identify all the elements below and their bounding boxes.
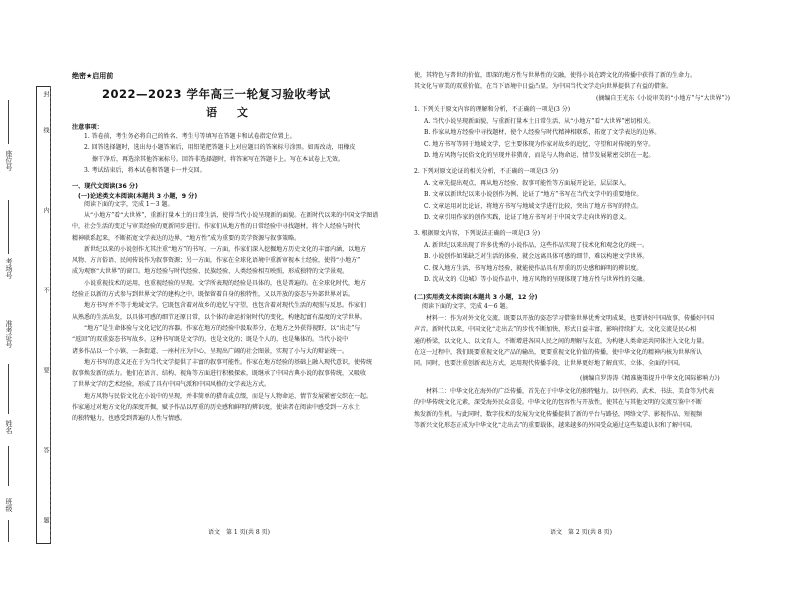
material-line: 焕发新的生机。与此同时，数字技术的发展为文化传播提供了新的平台与路径，网络文学、影视作品、短视频 (414, 410, 703, 418)
material-line: 材料一：作为对外文化交流，既要以开放的姿态学习借鉴世界优秀文明成果，也要讲好中国故事，传播好中国 (426, 315, 715, 322)
material-two (414, 386, 788, 431)
exam-title: 2022—2023 学年高三一轮复习验收考试 (102, 87, 331, 101)
confidential-mark: 绝密★启用前 (72, 72, 114, 80)
name-blank[interactable] (8, 446, 9, 486)
seat-number-label: 座位号 (5, 150, 13, 171)
question-1: 1. 下列关于原文内容的理解和分析，不正确的一项是(3 分) (414, 106, 571, 113)
exam-room-blank[interactable] (8, 200, 9, 254)
passage-line: 作家通过对地方文化的深度开掘，赋予作品以厚重的历史感和鲜明的辨识度，使读者在阅读中感受到一方水土 (72, 404, 361, 412)
section-heading: 一、现代文阅读(36 分) (72, 183, 138, 190)
source-citation: (摘编自罗涛涛《精准施策提升中华文化国际影响力》) (580, 375, 720, 382)
option-a[interactable]: A. 新世纪以来出现了许多优秀的小说作品，这些作品实现了技术化和观念化的统一。 (424, 242, 649, 249)
subsection-heading: (二)实用类文本阅读(本题共 3 小题，12 分) (414, 294, 538, 301)
strip-mark: 不 (42, 287, 49, 293)
passage-continuation (414, 70, 788, 93)
note-item: 擦干净后，再选涂其他答案标号。回答非选择题时，将答案写在答题卡上。写在本试卷上无效。 (92, 155, 345, 163)
note-item: 3. 考试结束后，将本试卷和答题卡一并交回。 (84, 166, 206, 174)
passage-line: 了世界文学的艺术经验，形成了具有中国气派和中国风格的文学表达方式。 (72, 381, 271, 389)
reading-instruction: 阅读下面的文字，完成 1～3 题。 (84, 201, 174, 208)
passage-line: “返回”的双重姿态书写故乡。这种书写既是文学的，也是文化的；既是个人的，也是集体的。当代小说中 (72, 336, 349, 344)
option-b[interactable]: B. 文章以新世纪以来小说创作为例，论证了“地方”书写在当代文学中的重要地位。 (424, 191, 643, 199)
exam-page-2 (400, 0, 794, 592)
binding-sidebar (0, 0, 56, 592)
passage-line: 中，社会生活的变迁与审美经验的更新同步进行。作家们从地方性的日常经验中寻找题材，将个人经验与时代 (72, 223, 361, 231)
material-one (414, 313, 788, 369)
reading-passage (72, 210, 396, 425)
passage-line: 新世纪以来的小说创作尤其注重“地方”的书写。一方面，作家们深入挖掘地方历史文化的丰富内涵，以地方 (84, 245, 367, 253)
option-a[interactable]: A. 文章先提出观点，再从地方经验、叙事可能性等方面展开论证，层层深入。 (424, 180, 631, 187)
option-b[interactable]: B. 作家从地方经验中寻找题材，使个人经验与时代精神相联系，拓宽了文学表达的边界。 (424, 129, 661, 137)
passage-line: 小说重视技术的运用，也重视经验的呈现。文学所表现的经验是具体的，也是普遍的。在全球化时代，地方 (84, 279, 367, 287)
ticket-number-blank[interactable] (8, 364, 9, 414)
question-2-options (424, 178, 788, 223)
binding-strip (36, 86, 51, 544)
strip-mark: 线 (42, 127, 49, 133)
option-c[interactable]: C. 地方书写等同于地域文学，它主要体现为作家对故乡的追忆、守望和对传统的坚守。 (424, 140, 655, 148)
reading-instruction: 阅读下面的文字，完成 4～6 题。 (422, 303, 512, 310)
passage-line: 从“小地方”看“大世界”，重新打量本土的日常生活，使得当代小说呈现新的面貌。在新时代以来的中国文学图谱 (84, 212, 379, 219)
question-1-options (424, 116, 788, 161)
question-2: 2. 下列对原文论证的相关分析，不正确的一项是(3 分) (414, 168, 559, 175)
option-d[interactable]: D. 地方风物与民俗文化的呈现并非猎奇，而是与人物命运、情节发展紧密交织在一起。 (424, 151, 655, 159)
strip-mark: 要 (42, 367, 49, 373)
passage-line: 地方风物与民俗文化在小说中的呈现，并非简单的猎奇或点缀，而是与人物命运、情节发展紧密交织在一起。 (84, 392, 373, 400)
option-b[interactable]: B. 小说创作如果缺乏对生活的体验，就会远离具体可感的细节，难以构建文学世界。 (424, 253, 649, 261)
passage-line: 精神联系起来，不断拓宽文学表达的边界，“地方性”成为重要的美学资源与叙事策略。 (72, 234, 301, 242)
passage-line: 叙事焕发新的活力。他们在语言、结构、视角等方面进行积极探索，既继承了中国古典小说的叙事传统，又吸收 (72, 370, 367, 378)
option-d[interactable]: D. 文章引用作家的创作实践，论证了地方书写对于中国文学走向世界的意义。 (424, 213, 631, 221)
subsection-heading: (一)论述类文本阅读(本题共 3 小题，9 分) (78, 193, 198, 200)
option-d[interactable]: D. 沈从文的《边城》等小说作品中，地方风物的呈现体现了地方性与世界性的交融。 (424, 275, 649, 283)
name-label: 姓名 (5, 420, 13, 434)
option-c[interactable]: C. 探入地方生活，书写地方经验，就能使作品具有厚重的历史感和鲜明的辨识度。 (424, 264, 643, 272)
passage-line: 的独特魅力，也感受到普遍的人性与情感。 (72, 415, 187, 423)
passage-line: 其文化与审美的双重价值，在当下语境中日益凸显，为中国当代文学走向世界提供了有益的借鉴。 (414, 83, 673, 91)
passage-line: “地方”是生命体验与文化记忆的容器。作家在地方的经验中汲取养分，在地方之外获得视野，以“出走”与 (84, 324, 361, 332)
strip-mark: 内 (42, 207, 49, 213)
material-line: 材料二：中华文化在海外的广泛传播，首先在于中华文化的独特魅力。以中医药、武术、书法、美食等为代表 (426, 388, 715, 395)
strip-mark: 题 (42, 517, 49, 523)
passage-line: 地方书写并不等于地域文学。它既包含着对故乡的追忆与守望，也包含着对现代生活的观照与反思。作家们 (84, 302, 367, 310)
passage-line: 风物、方言俗语、民间传说作为叙事资源；另一方面，作家在全球化语境中重新审视本土经验，使得“小地方” (72, 257, 361, 265)
cut-line (50, 86, 51, 542)
passage-line: 诸多作品以一个小镇、一条街道、一座村庄为中心，呈现出广阔的社会图景，实现了小与大的辩证统一。 (72, 347, 349, 355)
class-blank[interactable] (8, 520, 9, 542)
passage-line: 经验正以新的方式参与到世界文学的建构之中，既保留着自身的独特性，又以开放的姿态与外部世界对话。 (72, 291, 355, 299)
option-a[interactable]: A. 当代小说呈现新面貌，与重新打量本土日常生活、从“小地方”看“大世界”密切相关。 (424, 118, 655, 125)
material-line: 声音。新时代以来，中国文化“走出去”的步伐不断加快，形式日益丰富，影响持续扩大。文化交流是民心相 (414, 326, 697, 334)
exam-room-label: 考场号 (5, 258, 13, 279)
page-footer: 语文 第 1 页(共 8 页) (208, 529, 270, 536)
passage-line: 地方书写的意义还在于为当代文学提供了丰富的叙事可能性。作家在地方经验的基础上融入现代意识，使传统 (84, 358, 373, 366)
ticket-number-label: 准考证号 (5, 320, 13, 348)
source-citation: (摘编自王光东《小说审美的“小地方”与“大世界”》) (596, 95, 730, 102)
material-line: 通的桥梁，以文化人、以文育人，不断增进各国人民之间的理解与友谊，为构建人类命运共同体注入文化力量。 (414, 337, 709, 345)
passage-line: 使，其特色与普世的价值，即深的地方性与世界性的交融，使得小说在跨文化的传播中获得了新的生命力。 (414, 72, 697, 79)
class-label: 班级 (5, 498, 13, 512)
strip-mark: 答 (42, 447, 49, 453)
page-footer: 语文 第 2 页(共 8 页) (550, 529, 612, 536)
material-line: 在这一过程中，我们既要重视文化产品的输出，更要重视文化价值的传播，使中华文化的精神内核为世界所认 (414, 348, 703, 356)
notes-heading: 注意事项： (72, 124, 103, 131)
passage-line: 从熟悉的生活出发，以具体可感的细节还原日常，以个体的命运折射时代的变化，构建起富有温度的文学世界。 (72, 313, 367, 321)
note-item: 2. 回答选择题时，选出每小题答案后，用铅笔把答题卡上对应题目的答案标号涂黑。如需改动，用橡皮 (84, 144, 356, 152)
seat-number-blank[interactable] (8, 100, 9, 144)
notes-list (72, 131, 394, 176)
note-item: 1. 答卷前，考生务必将自己的姓名、考生号等填写在答题卡和试卷指定位置上。 (84, 133, 296, 140)
subject-title: 语 文 (206, 106, 256, 119)
option-c[interactable]: C. 文章运用对比论证，将地方书写与地域文学进行比较，突出了地方书写的特点。 (424, 202, 643, 210)
material-line: 的中华传统文化元素，深受海外民众喜爱。中华文化的包容性与开放性，使其在与其他文明的交流互鉴中不断 (414, 399, 703, 407)
strip-mark: 封 (42, 91, 49, 97)
question-3: 3. 根据原文内容，下列说法正确的一项是(3 分) (414, 230, 541, 237)
question-3-options (424, 240, 788, 285)
material-line: 等新兴文化形态正成为中华文化“走出去”的重要载体，越来越多的外国受众通过这些渠道认识和了解中国。 (414, 421, 697, 429)
material-line: 同。同时，也要注重创新表达方式，运用现代传播手段，让世界更好地了解真实、立体、全面的中国。 (414, 360, 685, 368)
exam-page-1 (58, 0, 398, 592)
passage-line: 成为观察“大世界”的窗口。地方经验与时代经验、民族经验、人类经验相互映照，形成独特的文学景观。 (72, 268, 349, 276)
